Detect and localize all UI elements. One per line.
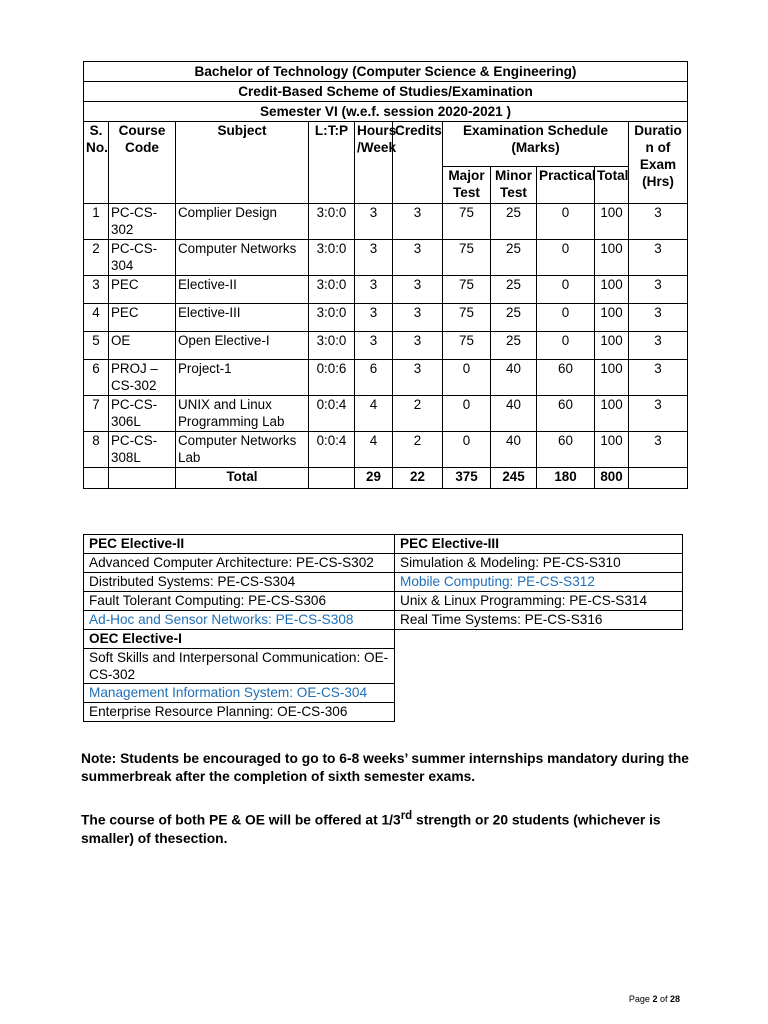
cell-code: OE bbox=[109, 332, 176, 360]
cell-total: 100 bbox=[595, 240, 629, 276]
scheme-title: Bachelor of Technology (Computer Science & Engineering) bbox=[84, 62, 688, 82]
cell-ltp: 3:0:0 bbox=[309, 304, 355, 332]
cell-ltp: 3:0:0 bbox=[309, 204, 355, 240]
course-row bbox=[84, 276, 688, 304]
course-offer-note: The course of both PE & OE will be offered at 1/3rd strength or 20 students (whichever is smaller) of thesection. bbox=[81, 810, 661, 846]
cell-credits: 3 bbox=[393, 360, 443, 396]
cell-practical: 0 bbox=[537, 276, 595, 304]
cell-sno: 2 bbox=[84, 240, 109, 276]
course-row bbox=[84, 396, 688, 432]
total-practical: 180 bbox=[537, 468, 595, 489]
cell-sno: 6 bbox=[84, 360, 109, 396]
cell-subject: Project-1 bbox=[176, 360, 309, 396]
cell-practical: 60 bbox=[537, 396, 595, 432]
cell-sno: 4 bbox=[84, 304, 109, 332]
internship-note: Note: Students be encouraged to go to 6-8 weeks’ summer internships mandatory during the summerbreak after the completion of sixth semester exams. bbox=[81, 751, 689, 784]
pec3-item: Simulation & Modeling: PE-CS-S310 bbox=[395, 554, 683, 573]
cell-minor: 40 bbox=[491, 396, 537, 432]
cell-sno: 5 bbox=[84, 332, 109, 360]
total-label: Total bbox=[176, 468, 309, 489]
cell-subject: Computer Networks bbox=[176, 240, 309, 276]
cell-code: PEC bbox=[109, 304, 176, 332]
cell-ltp: 0:0:4 bbox=[309, 396, 355, 432]
header-duration: Duratio n of Exam (Hrs) bbox=[629, 122, 688, 204]
header-sno: S. No. bbox=[84, 122, 109, 204]
scheme-table bbox=[83, 61, 688, 489]
cell-major: 0 bbox=[443, 432, 491, 468]
cell-code: PEC bbox=[109, 276, 176, 304]
oec-heading: OEC Elective-I bbox=[84, 630, 395, 649]
scheme-subtitle: Credit-Based Scheme of Studies/Examination bbox=[84, 82, 688, 102]
cell-code: PC-CS-308L bbox=[109, 432, 176, 468]
cell-hours: 3 bbox=[355, 204, 393, 240]
cell-practical: 60 bbox=[537, 360, 595, 396]
cell-major: 75 bbox=[443, 304, 491, 332]
pec2-item-link[interactable]: Ad-Hoc and Sensor Networks: PE-CS-S308 bbox=[84, 611, 395, 630]
header-ltp: L:T:P bbox=[309, 122, 355, 204]
cell-code: PROJ – CS-302 bbox=[109, 360, 176, 396]
oec-item: Enterprise Resource Planning: OE-CS-306 bbox=[84, 703, 395, 722]
header-code: Course Code bbox=[109, 122, 176, 204]
cell-code: PC-CS-306L bbox=[109, 396, 176, 432]
cell-credits: 3 bbox=[393, 240, 443, 276]
cell-ltp: 3:0:0 bbox=[309, 332, 355, 360]
cell-hours: 3 bbox=[355, 240, 393, 276]
total-minor: 245 bbox=[491, 468, 537, 489]
header-major: Major Test bbox=[443, 167, 491, 204]
header-exam: Examination Schedule (Marks) bbox=[443, 122, 629, 167]
total-credits: 22 bbox=[393, 468, 443, 489]
pec2-item: Advanced Computer Architecture: PE-CS-S302 bbox=[84, 554, 395, 573]
cell-code: PC-CS-304 bbox=[109, 240, 176, 276]
cell-total: 100 bbox=[595, 360, 629, 396]
cell-subject: Elective-II bbox=[176, 276, 309, 304]
cell-major: 75 bbox=[443, 332, 491, 360]
cell-credits: 3 bbox=[393, 204, 443, 240]
cell-practical: 0 bbox=[537, 332, 595, 360]
course-row bbox=[84, 360, 688, 396]
cell-hours: 6 bbox=[355, 360, 393, 396]
cell-sno: 1 bbox=[84, 204, 109, 240]
course-row bbox=[84, 204, 688, 240]
cell-minor: 25 bbox=[491, 332, 537, 360]
cell-subject: UNIX and Linux Programming Lab bbox=[176, 396, 309, 432]
cell-duration: 3 bbox=[629, 332, 688, 360]
header-credits: Credits bbox=[393, 122, 443, 204]
pec2-item: Distributed Systems: PE-CS-S304 bbox=[84, 573, 395, 592]
oec-item: Soft Skills and Interpersonal Communication: OE-CS-302 bbox=[84, 649, 395, 684]
cell-credits: 3 bbox=[393, 304, 443, 332]
course-row bbox=[84, 240, 688, 276]
cell-total: 100 bbox=[595, 204, 629, 240]
cell-sno: 7 bbox=[84, 396, 109, 432]
oec-item-link[interactable]: Management Information System: OE-CS-304 bbox=[84, 684, 395, 703]
total-major: 375 bbox=[443, 468, 491, 489]
cell-practical: 0 bbox=[537, 204, 595, 240]
cell-hours: 3 bbox=[355, 276, 393, 304]
total-hours: 29 bbox=[355, 468, 393, 489]
cell-credits: 3 bbox=[393, 276, 443, 304]
total-total: 800 bbox=[595, 468, 629, 489]
cell-minor: 40 bbox=[491, 360, 537, 396]
pec2-item: Fault Tolerant Computing: PE-CS-S306 bbox=[84, 592, 395, 611]
cell-practical: 0 bbox=[537, 240, 595, 276]
cell-total: 100 bbox=[595, 304, 629, 332]
course-row bbox=[84, 432, 688, 468]
header-total: Total bbox=[595, 167, 629, 204]
cell-minor: 25 bbox=[491, 304, 537, 332]
cell-duration: 3 bbox=[629, 204, 688, 240]
cell-major: 0 bbox=[443, 396, 491, 432]
cell-sno: 8 bbox=[84, 432, 109, 468]
cell-duration: 3 bbox=[629, 304, 688, 332]
cell-major: 75 bbox=[443, 276, 491, 304]
cell-ltp: 3:0:0 bbox=[309, 276, 355, 304]
electives-table bbox=[83, 534, 683, 722]
cell-subject: Open Elective-I bbox=[176, 332, 309, 360]
header-subject: Subject bbox=[176, 122, 309, 204]
cell-duration: 3 bbox=[629, 276, 688, 304]
cell-credits: 2 bbox=[393, 396, 443, 432]
cell-hours: 3 bbox=[355, 304, 393, 332]
cell-total: 100 bbox=[595, 332, 629, 360]
cell-credits: 3 bbox=[393, 332, 443, 360]
pec3-item-link[interactable]: Mobile Computing: PE-CS-S312 bbox=[395, 573, 683, 592]
cell-major: 75 bbox=[443, 204, 491, 240]
cell-subject: Elective-III bbox=[176, 304, 309, 332]
cell-hours: 4 bbox=[355, 432, 393, 468]
cell-minor: 40 bbox=[491, 432, 537, 468]
cell-major: 75 bbox=[443, 240, 491, 276]
cell-practical: 60 bbox=[537, 432, 595, 468]
cell-ltp: 0:0:4 bbox=[309, 432, 355, 468]
semester-title: Semester VI (w.e.f. session 2020-2021 ) bbox=[84, 102, 688, 122]
cell-credits: 2 bbox=[393, 432, 443, 468]
page-number: Page 2 of 28 bbox=[628, 994, 680, 1004]
cell-duration: 3 bbox=[629, 360, 688, 396]
cell-practical: 0 bbox=[537, 304, 595, 332]
header-minor: Minor Test bbox=[491, 167, 537, 204]
cell-major: 0 bbox=[443, 360, 491, 396]
cell-minor: 25 bbox=[491, 204, 537, 240]
pec3-item: Real Time Systems: PE-CS-S316 bbox=[395, 611, 683, 630]
pec2-heading: PEC Elective-II bbox=[84, 535, 395, 554]
cell-subject: Complier Design bbox=[176, 204, 309, 240]
cell-hours: 4 bbox=[355, 396, 393, 432]
course-row bbox=[84, 304, 688, 332]
header-practical: Practical bbox=[537, 167, 595, 204]
cell-minor: 25 bbox=[491, 240, 537, 276]
cell-minor: 25 bbox=[491, 276, 537, 304]
cell-sno: 3 bbox=[84, 276, 109, 304]
cell-ltp: 3:0:0 bbox=[309, 240, 355, 276]
header-hours: Hours /Week bbox=[355, 122, 393, 204]
cell-duration: 3 bbox=[629, 396, 688, 432]
pec3-item: Unix & Linux Programming: PE-CS-S314 bbox=[395, 592, 683, 611]
cell-total: 100 bbox=[595, 276, 629, 304]
cell-ltp: 0:0:6 bbox=[309, 360, 355, 396]
cell-total: 100 bbox=[595, 396, 629, 432]
cell-duration: 3 bbox=[629, 240, 688, 276]
cell-subject: Computer Networks Lab bbox=[176, 432, 309, 468]
course-row bbox=[84, 332, 688, 360]
pec3-heading: PEC Elective-III bbox=[395, 535, 683, 554]
cell-code: PC-CS-302 bbox=[109, 204, 176, 240]
cell-total: 100 bbox=[595, 432, 629, 468]
cell-hours: 3 bbox=[355, 332, 393, 360]
cell-duration: 3 bbox=[629, 432, 688, 468]
